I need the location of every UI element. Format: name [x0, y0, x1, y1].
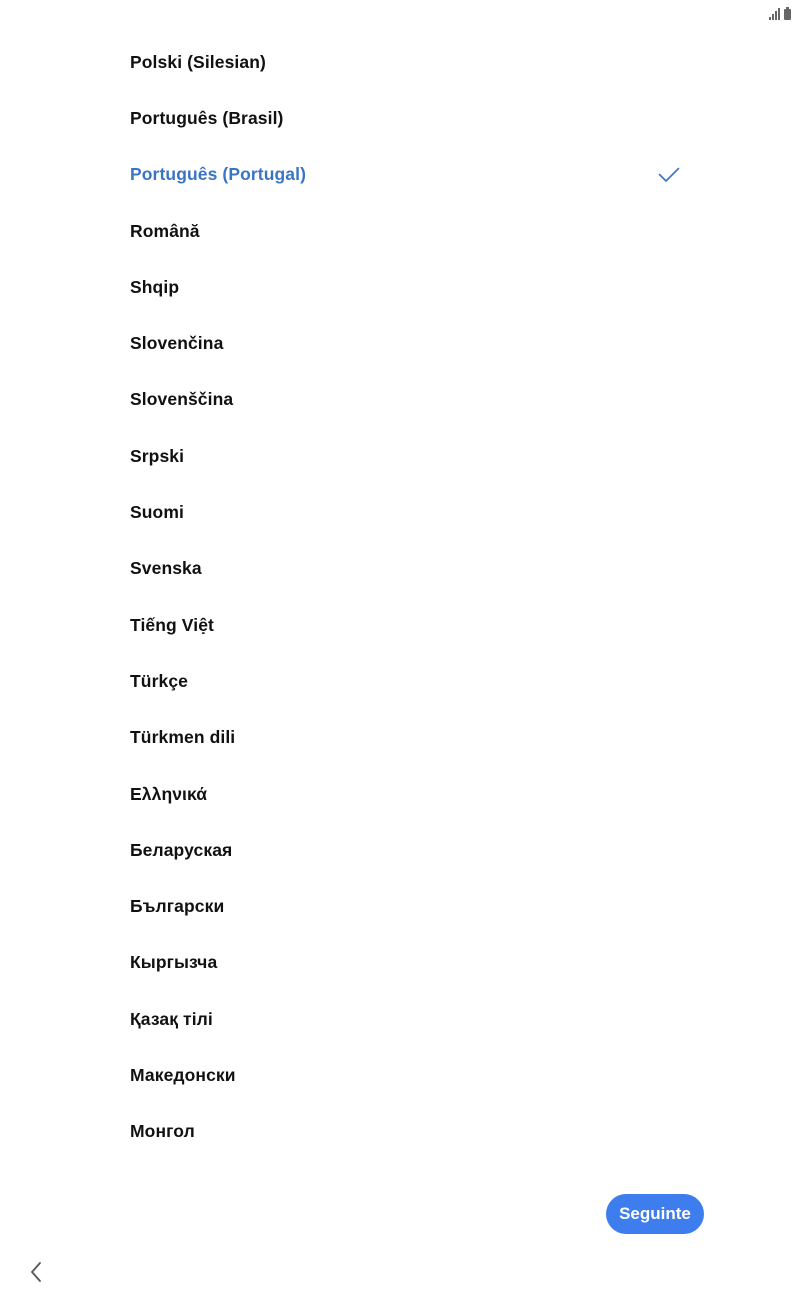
language-label: Ελληνικά — [130, 783, 208, 804]
language-item[interactable] — [0, 34, 811, 90]
language-label: Türkmen dili — [130, 727, 236, 748]
back-button[interactable] — [24, 1258, 48, 1286]
language-item[interactable] — [0, 315, 811, 371]
chevron-left-icon — [29, 1261, 43, 1283]
language-label: Português (Brasil) — [130, 107, 284, 128]
checkmark-icon — [658, 167, 680, 183]
language-label: Қазақ тілі — [130, 1008, 213, 1029]
language-item[interactable] — [0, 259, 811, 315]
language-item[interactable] — [0, 203, 811, 259]
language-label: Shqip — [130, 276, 180, 297]
language-label: Suomi — [130, 502, 184, 523]
battery-icon — [784, 9, 791, 20]
language-item[interactable] — [0, 90, 811, 146]
language-label: Svenska — [130, 558, 202, 579]
language-item[interactable] — [0, 541, 811, 597]
language-list — [0, 34, 811, 1160]
signal-icon — [769, 8, 780, 20]
language-item[interactable] — [0, 935, 811, 991]
language-item[interactable] — [0, 822, 811, 878]
language-label: Tiếng Việt — [130, 614, 214, 635]
language-item[interactable] — [0, 428, 811, 484]
language-label: Slovenčina — [130, 333, 224, 354]
language-item[interactable] — [0, 1104, 811, 1160]
language-label: Português (Portugal) — [130, 164, 307, 185]
language-label: Slovenščina — [130, 389, 234, 410]
language-item[interactable] — [0, 878, 811, 934]
next-button[interactable]: Seguinte — [606, 1194, 704, 1234]
language-label: Türkçe — [130, 670, 188, 691]
language-item[interactable] — [0, 991, 811, 1047]
language-item[interactable] — [0, 1047, 811, 1103]
language-item[interactable] — [0, 597, 811, 653]
language-item[interactable] — [0, 147, 811, 203]
language-label: Română — [130, 220, 200, 241]
language-label: Беларуская — [130, 839, 233, 860]
language-item[interactable] — [0, 710, 811, 766]
language-label: Srpski — [130, 445, 185, 466]
language-item[interactable] — [0, 653, 811, 709]
language-item[interactable] — [0, 372, 811, 428]
language-item[interactable] — [0, 484, 811, 540]
status-bar — [769, 6, 791, 20]
language-label: Polski (Silesian) — [130, 51, 266, 72]
language-label: Български — [130, 896, 225, 917]
language-label: Монгол — [130, 1121, 195, 1142]
language-label: Македонски — [130, 1064, 236, 1085]
language-item[interactable] — [0, 766, 811, 822]
language-label: Кыргызча — [130, 952, 218, 973]
